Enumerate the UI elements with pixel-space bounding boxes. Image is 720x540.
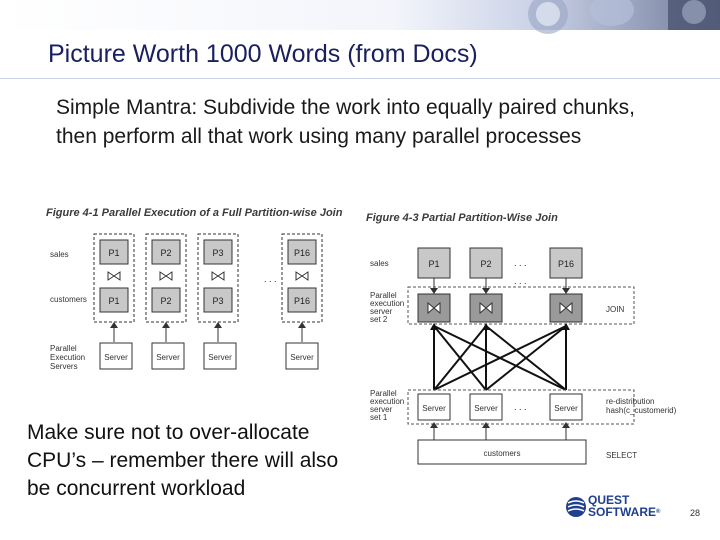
set2-ellipsis: . . . — [514, 276, 527, 286]
sales-partition-label: P1 — [108, 248, 120, 258]
row-label-sales: sales — [50, 250, 69, 259]
arrow-head — [110, 322, 118, 328]
sales-partition-label: P16 — [557, 259, 575, 269]
server-label: Server — [208, 353, 232, 362]
arrow-head — [162, 322, 170, 328]
sales-partition-label: P3 — [212, 248, 224, 258]
set2-label-line: Parallel — [370, 291, 397, 300]
arrow-head — [482, 288, 490, 294]
quest-logo-icon — [566, 494, 586, 520]
partition-column-3 — [198, 234, 238, 369]
redistribution-label-line: re-distribution — [606, 397, 655, 406]
customers-partition-label: P3 — [212, 296, 224, 306]
row-label-servers-line: Execution — [50, 353, 86, 362]
set1-label-line: set 1 — [370, 413, 388, 422]
allocation-note: Make sure not to over-allocate CPU’s – remember there will also be concurrent workload — [27, 421, 339, 500]
partition-column-1 — [94, 234, 134, 369]
sales-partition-label: P2 — [480, 259, 492, 269]
row-label-servers — [50, 344, 87, 371]
server-label: Server — [554, 404, 578, 413]
slide-title: Picture Worth 1000 Words (from Docs) — [48, 40, 478, 68]
partition-column-16 — [282, 234, 322, 369]
banner-divider — [0, 78, 720, 79]
arrow-head — [430, 422, 438, 428]
set1-label — [370, 389, 406, 422]
arrow-head — [298, 322, 306, 328]
redistribution-label-line: hash(c_customerid) — [606, 406, 677, 415]
columns-ellipsis: . . . — [264, 274, 277, 284]
server-label: Server — [422, 404, 446, 413]
partitions-ellipsis: . . . — [514, 258, 527, 268]
join-icon — [212, 272, 224, 280]
mantra-text: Simple Mantra: Subdivide the work into equally paired chunks, then perform all that work using many parallel processes — [56, 96, 635, 148]
servers-ellipsis: . . . — [514, 402, 527, 412]
arrow-head — [430, 288, 438, 294]
registered-mark: ® — [656, 509, 661, 515]
arrow-head — [482, 323, 490, 330]
set1-label-line: Parallel — [370, 389, 397, 398]
partition-column-2 — [146, 234, 186, 369]
set2-label — [370, 291, 406, 324]
arrow-head — [482, 422, 490, 428]
quest-software-logo — [566, 492, 676, 522]
join-icon — [108, 272, 120, 280]
sales-partition-label: P2 — [160, 248, 172, 258]
row-label-customers: customers — [50, 295, 87, 304]
sales-partition-label: P16 — [293, 248, 311, 258]
logo-line-1: QUEST — [588, 493, 630, 507]
arrow-head — [214, 322, 222, 328]
set2-label-line: set 2 — [370, 315, 388, 324]
join-icon — [160, 272, 172, 280]
server-label: Server — [474, 404, 498, 413]
set1-label-line: execution — [370, 397, 405, 406]
server-label: Server — [104, 353, 128, 362]
select-label: SELECT — [606, 451, 638, 460]
logo-line-2-text: SOFTWARE — [588, 505, 656, 519]
customers-partition-label: P2 — [160, 296, 172, 306]
join-label: JOIN — [606, 305, 625, 314]
set2-label-line: server — [370, 307, 393, 316]
customers-table-label: customers — [483, 449, 521, 458]
join-icon — [296, 272, 308, 280]
row-label-servers-line: Parallel — [50, 344, 77, 353]
redistribution-arrows — [434, 326, 566, 390]
row-label-sales: sales — [370, 259, 389, 268]
row-label-servers-line: Servers — [50, 362, 78, 371]
customers-partition-label: P16 — [293, 296, 311, 306]
logo-line-2 — [588, 506, 660, 518]
customers-partition-label: P1 — [108, 296, 120, 306]
page-number: 28 — [690, 508, 701, 518]
figure-partial-partition-join — [362, 208, 684, 470]
figure-full-partition-join — [42, 204, 352, 380]
set2-label-line: execution — [370, 299, 405, 308]
sales-partition-label: P1 — [428, 259, 440, 269]
figure-partial-caption: Figure 4-3 Partial Partition-Wise Join — [366, 212, 558, 224]
figure-full-caption: Figure 4-1 Parallel Execution of a Full Partition-wise Join — [46, 207, 343, 219]
set1-label-line: server — [370, 405, 393, 414]
server-label: Server — [156, 353, 180, 362]
arrow-head — [562, 422, 570, 428]
redistribution-label — [606, 397, 677, 415]
server-label: Server — [290, 353, 314, 362]
arrow-head — [562, 288, 570, 294]
